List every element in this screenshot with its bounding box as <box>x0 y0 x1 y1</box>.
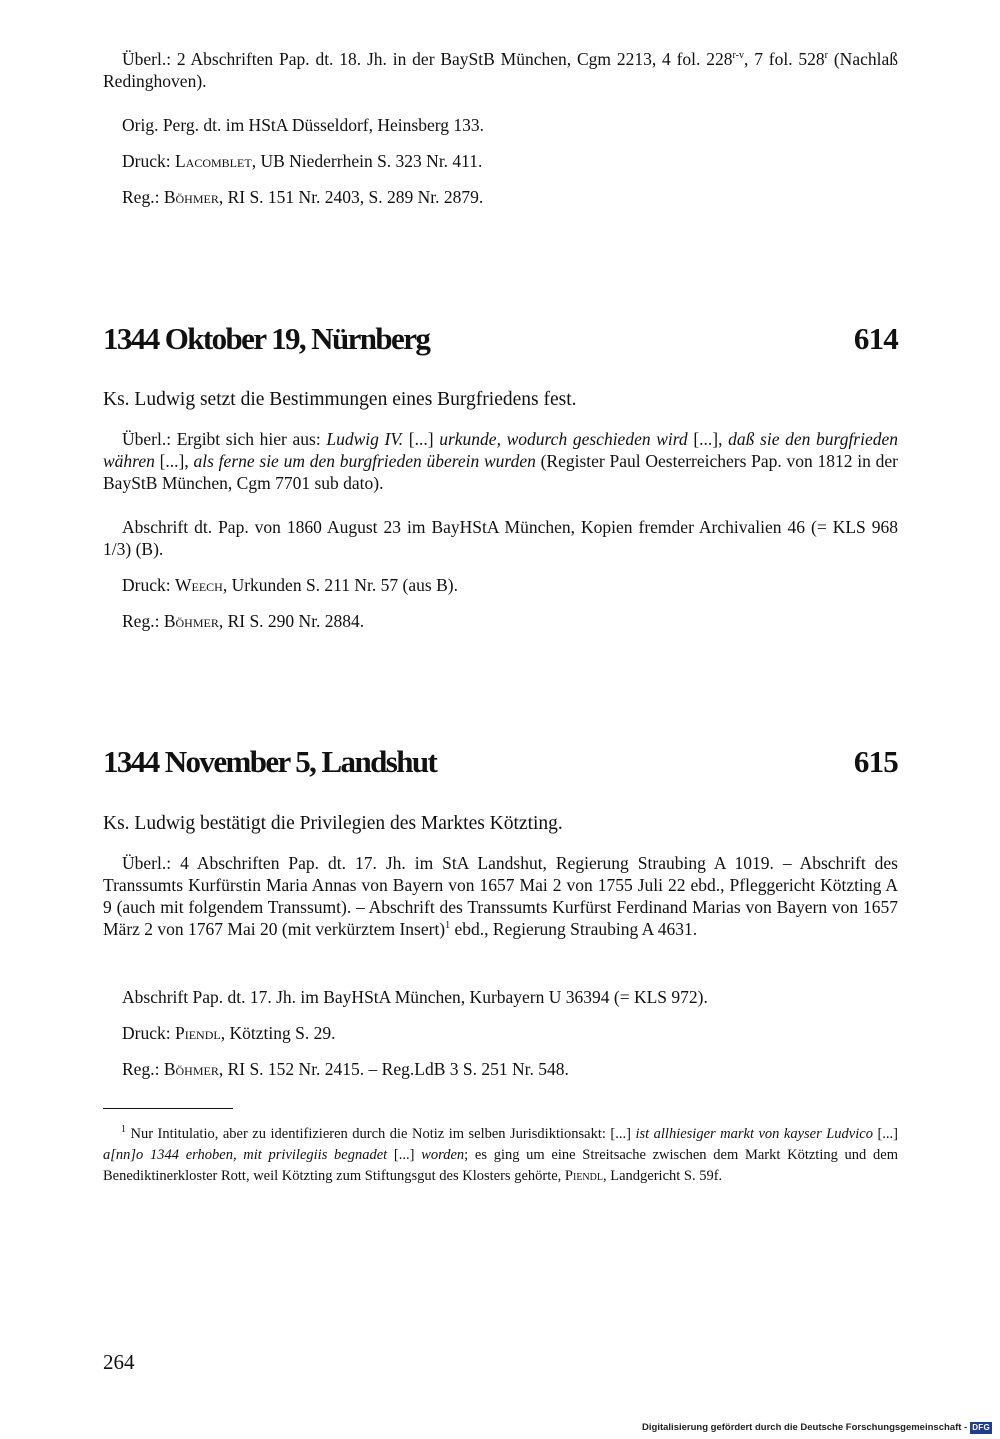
folio-superscript: r <box>824 50 829 62</box>
entry-615-druck-paragraph <box>103 1022 898 1044</box>
ueberl-text: [...] <box>403 429 440 449</box>
footnote <box>103 1124 898 1187</box>
quotation: urkunde, wodurch geschieden wird <box>439 429 688 449</box>
author-name: Piendl <box>174 1023 221 1043</box>
quotation: daß sie den burgfrieden währen <box>103 429 899 471</box>
footnote-text: [...] <box>872 1126 898 1142</box>
druck-text: , UB Niederrhein S. 323 Nr. 411. <box>251 151 483 171</box>
footnote-text: ; es ging um eine Streitsache zwischen dem Markt Kötzting und dem Benediktinerkloster Rott, weil Kötzting zum Stiftungsgut des Klosters gehörte, <box>103 1147 898 1184</box>
entry-614-reg-paragraph <box>103 610 898 632</box>
ueberl-text: , 7 fol. 528 <box>743 49 825 69</box>
entry-614-druck-paragraph <box>103 574 898 596</box>
entry-614-ueberl-paragraph <box>103 428 898 494</box>
footnote-text: Nur Intitulatio, aber zu identifizieren durch die Notiz im selben Jurisdiktionsakt: [...] <box>126 1126 636 1142</box>
entry-615-abschrift-paragraph: Abschrift Pap. dt. 17. Jh. im BayHStA München, Kurbayern U 36394 (= KLS 972). <box>122 987 708 1007</box>
quotation: ist allhiesiger markt von kayser Ludvico <box>635 1126 873 1142</box>
quotation: a[nn]o 1344 erhoben, mit privilegiis begnadet <box>103 1147 388 1163</box>
entry-614-summary: Ks. Ludwig setzt die Bestimmungen eines Burgfriedens fest. <box>103 389 577 410</box>
ueberl-label: Überl.: <box>122 429 172 449</box>
entry-number: 614 <box>853 321 898 356</box>
quotation: Ludwig IV. <box>326 429 404 449</box>
ueberl-label: Überl.: <box>122 49 172 69</box>
druck-text: , Urkunden S. 211 Nr. 57 (aus B). <box>222 575 458 595</box>
druck-label: Druck: <box>122 1023 175 1043</box>
funding-note <box>642 1421 992 1435</box>
author-name: Böhmer <box>163 611 219 631</box>
reg-label: Reg.: <box>122 187 164 207</box>
ueberl-text: [...], <box>154 451 194 471</box>
quotation: worden <box>421 1147 465 1163</box>
author-name: Piendl <box>564 1168 603 1184</box>
reg-text: , RI S. 290 Nr. 2884. <box>218 611 365 631</box>
reg-text: , RI S. 151 Nr. 2403, S. 289 Nr. 2879. <box>218 187 484 207</box>
druck-text: , Kötzting S. 29. <box>220 1023 336 1043</box>
entry-614-heading <box>103 321 898 365</box>
entry-615-ueberl-paragraph <box>103 852 898 940</box>
footnote-reference: 1 <box>445 920 451 932</box>
ueberl-text: 4 Abschriften Pap. dt. 17. Jh. im StA Landshut, Regierung Straubing A 1019. – Abschrift des Transsumts Kurfürstin Maria Annas von Bayern von 1657 Mai 2 von 1755 Juli 22 ebd., Pfleggericht Kötzting A 9 (auch mit folgendem Transsumt). – Abschrift des Transsumts Kurfürst Ferdinand Marias von Bayern von 1657 März 2 von 1767 Mai 20 (mit verkürztem Insert) <box>103 853 898 939</box>
entry-title: 1344 Oktober 19, Nürnberg <box>103 321 430 356</box>
ueberl-text: [...], <box>687 429 729 449</box>
reg-text: , RI S. 152 Nr. 2415. – Reg.LdB 3 S. 251 Nr. 548. <box>218 1059 569 1079</box>
entry-615-summary: Ks. Ludwig bestätigt die Privilegien des Marktes Kötzting. <box>103 813 563 834</box>
author-name: Lacomblet <box>174 151 252 171</box>
entry-number: 615 <box>853 744 898 779</box>
author-name: Böhmer <box>163 1059 219 1079</box>
ueberl-text: ebd., Regierung Straubing A 4631. <box>450 919 698 939</box>
ueberl-text: Ergibt sich hier aus: <box>171 429 327 449</box>
author-name: Weech <box>174 575 223 595</box>
reg-label: Reg.: <box>122 611 164 631</box>
ueberl-text: (Nachlaß Redinghoven). <box>103 49 898 91</box>
page-number: 264 <box>103 1350 135 1374</box>
top-druck-paragraph <box>103 150 898 172</box>
top-ueberl-paragraph <box>103 48 898 92</box>
footnote-text: [...] <box>387 1147 422 1163</box>
druck-label: Druck: <box>122 151 175 171</box>
author-name: Böhmer <box>163 187 219 207</box>
quotation: als ferne sie um den burgfrieden überein wurden <box>193 451 536 471</box>
top-orig-paragraph: Orig. Perg. dt. im HStA Düsseldorf, Heinsberg 133. <box>122 115 484 135</box>
entry-title: 1344 November 5, Landshut <box>103 744 437 779</box>
ueberl-text: (Register Paul Oesterreichers Pap. von 1812 in der BayStB München, Cgm 7701 sub dato). <box>103 451 898 493</box>
druck-label: Druck: <box>122 575 175 595</box>
funding-text: Digitalisierung gefördert durch die Deutsche Forschungsgemeinschaft - <box>642 1422 968 1433</box>
ueberl-text: 2 Abschriften Pap. dt. 18. Jh. in der BayStB München, Cgm 2213, 4 fol. 228 <box>171 49 733 69</box>
folio-superscript: r-v <box>732 50 744 62</box>
top-reg-paragraph <box>103 186 898 208</box>
footnote-text: , Landgericht S. 59f. <box>602 1168 723 1184</box>
footnote-mark: 1 <box>121 1124 126 1136</box>
dfg-logo-icon: DFG <box>972 1423 990 1432</box>
ueberl-label: Überl.: <box>122 853 172 873</box>
entry-615-reg-paragraph <box>103 1058 898 1080</box>
footnote-divider <box>103 1108 233 1109</box>
reg-label: Reg.: <box>122 1059 164 1079</box>
entry-614-abschrift-paragraph: Abschrift dt. Pap. von 1860 August 23 im BayHStA München, Kopien fremder Archivalien 46 (= KLS 968 1/3) (B). <box>103 517 898 559</box>
entry-615-heading <box>103 744 898 788</box>
